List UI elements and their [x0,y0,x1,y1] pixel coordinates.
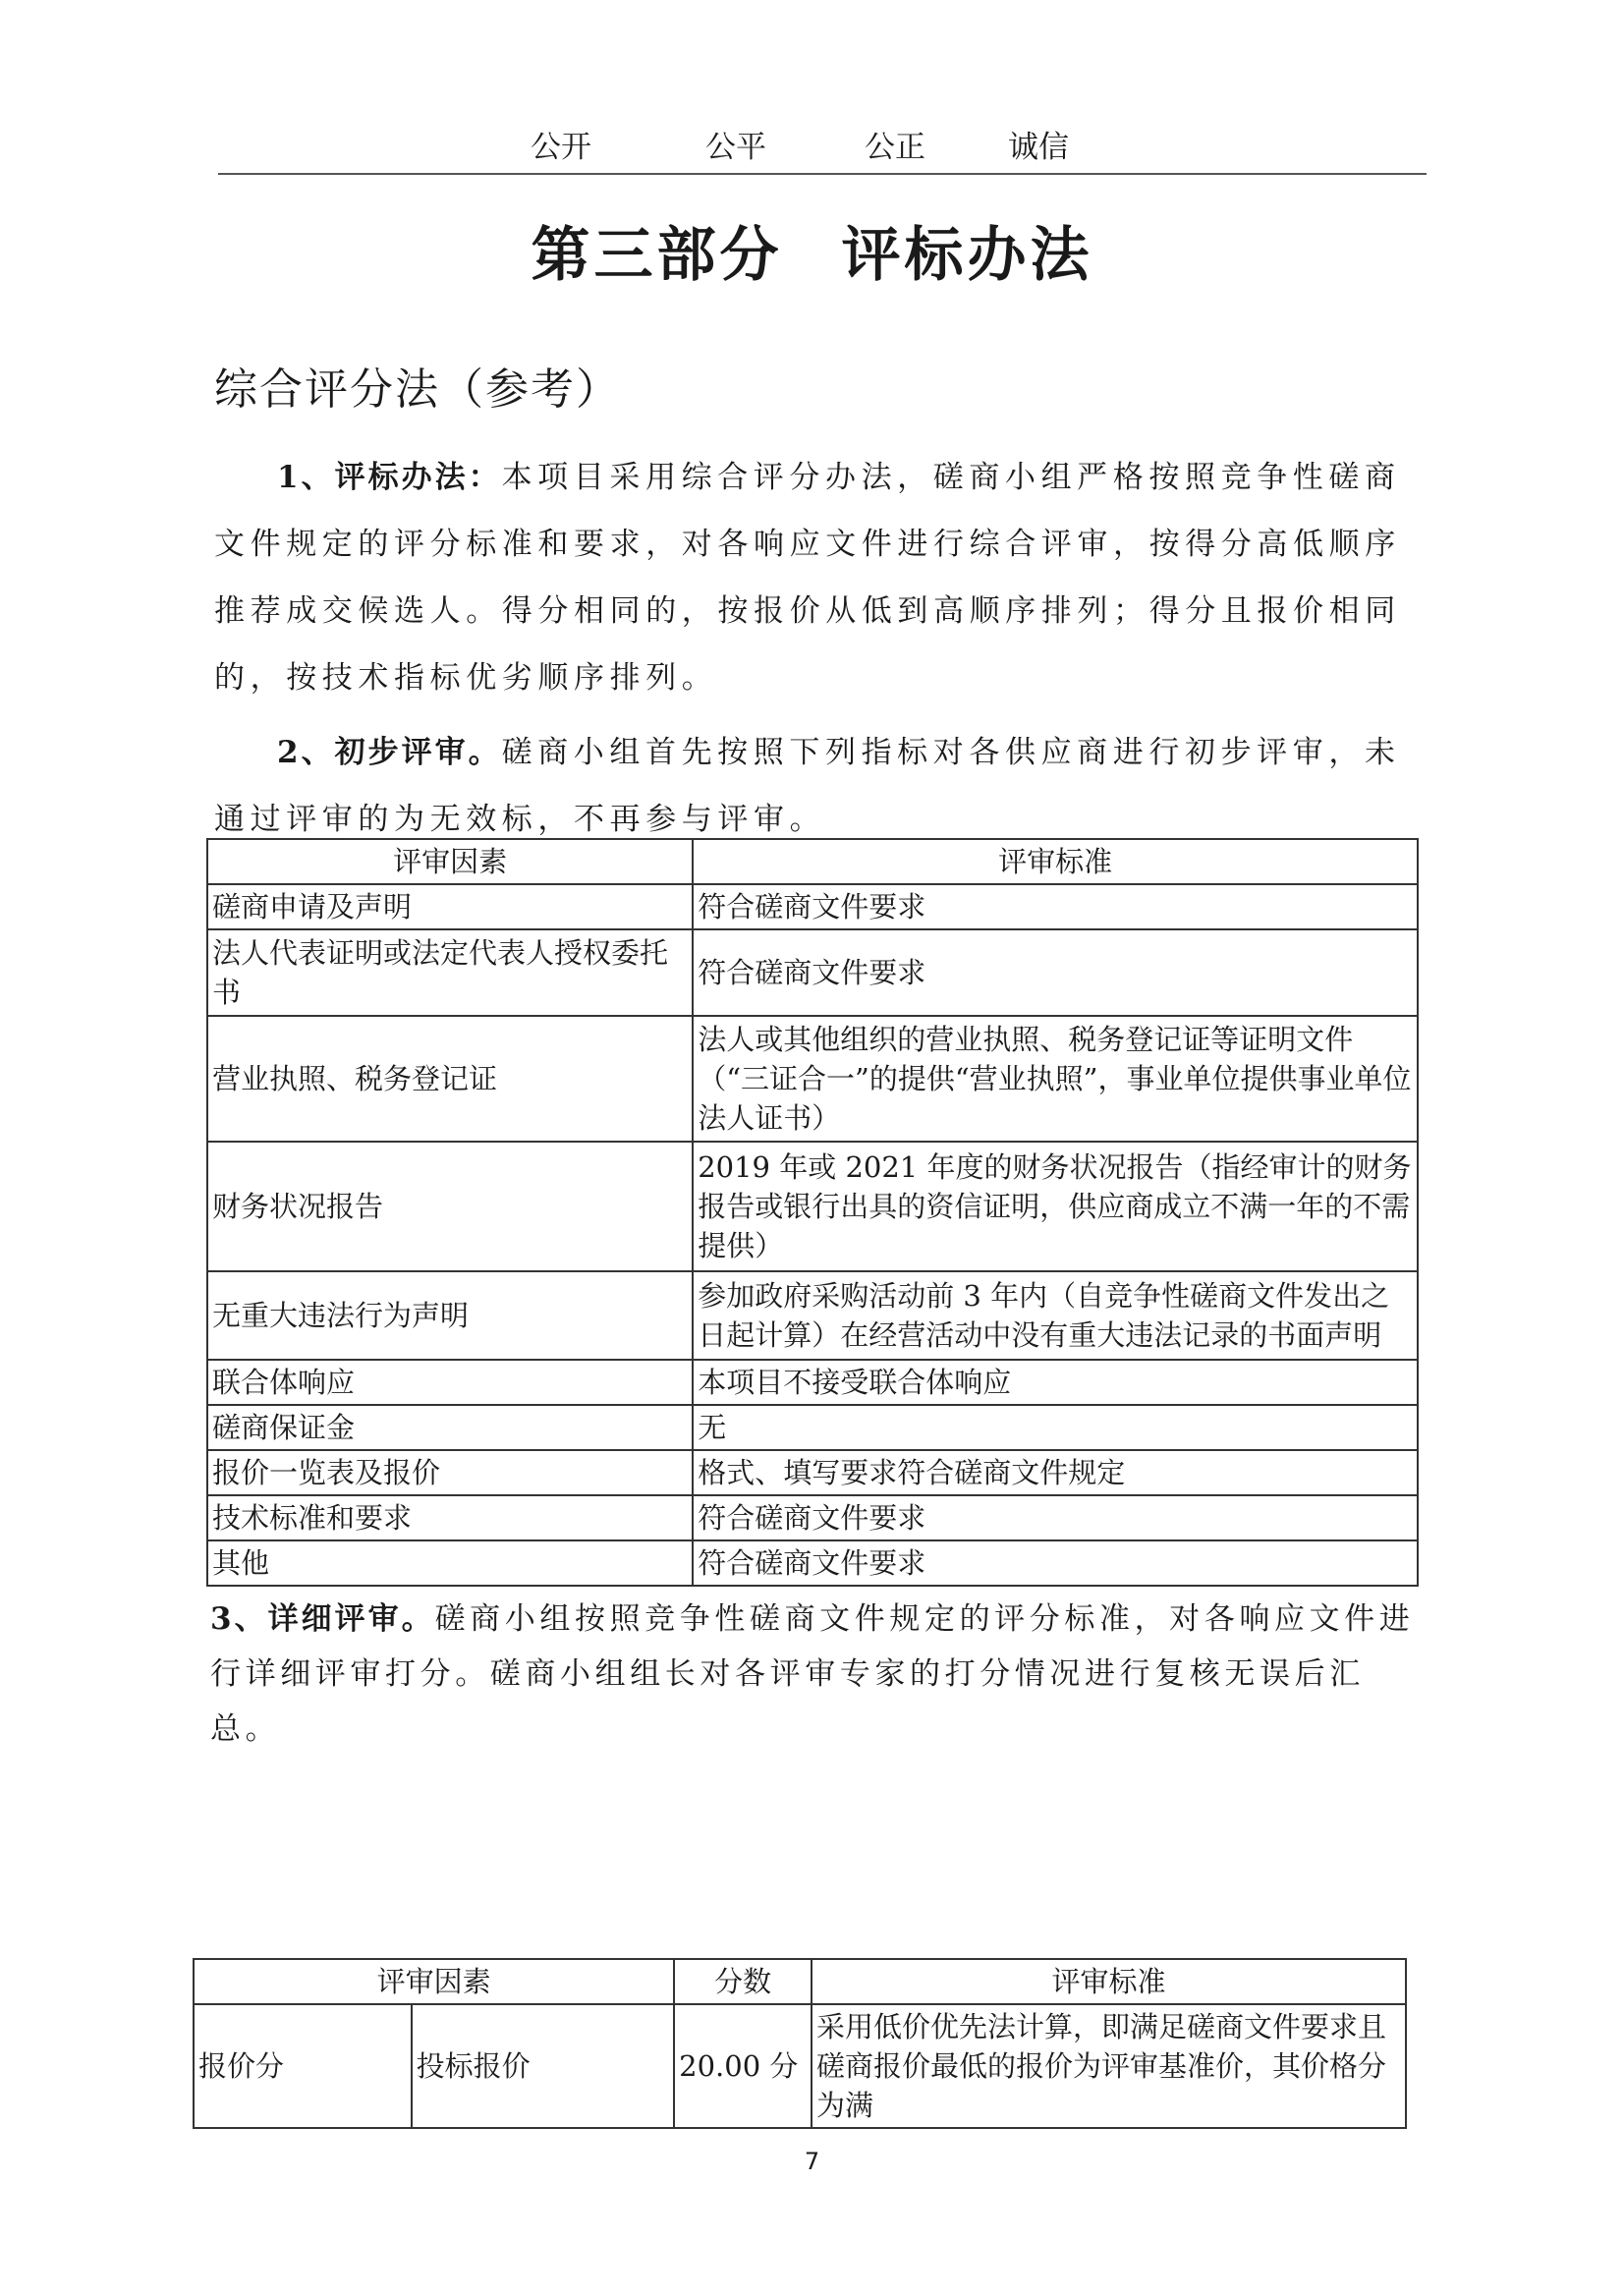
table-row [194,2004,1406,2128]
table-row [207,1360,1418,1405]
part-title [0,208,1624,293]
paragraph-preliminary-review [214,719,1423,853]
header-rule [218,173,1427,175]
table-cell: 磋商申请及声明 [207,884,693,929]
table-cell: 法人代表证明或法定代表人授权委托书 [207,929,693,1016]
paragraph-evaluation-method [214,444,1423,711]
paragraph-text: 磋商小组首先按照下列指标对各供应商进行初步评审，未通过评审的为无效标，不再参与评审。 [214,735,1401,837]
table-row [207,1540,1418,1586]
page-number: 7 [804,2148,820,2175]
table-header: 分数 [674,1959,812,2004]
table-header-row [207,839,1418,884]
header-item-just: 公正 [865,130,925,165]
table-cell: 2019 年或 2021 年度的财务状况报告（指经审计的财务报告或银行出具的资信证明，供应商成立不满一年的不需提供） [693,1142,1418,1271]
table-row [207,1405,1418,1450]
table-row [207,1450,1418,1495]
table-header: 评审因素 [194,1959,674,2004]
table-row [207,1142,1418,1271]
table-header: 评审标准 [812,1959,1406,2004]
table-row [207,1271,1418,1360]
table-cell: 投标报价 [412,2004,675,2128]
table-cell: 法人或其他组织的营业执照、税务登记证等证明文件（“三证合一”的提供“营业执照”，事业单位提供事业单位法人证书） [693,1016,1418,1142]
preliminary-review-table [206,838,1419,1587]
table-cell: 本项目不接受联合体响应 [693,1360,1418,1405]
section-heading: 综合评分法（参考） [214,364,621,415]
scoring-table [193,1958,1407,2129]
part-number: 第三部分 [531,221,783,290]
header-item-fair: 公平 [705,130,766,165]
table-cell: 符合磋商文件要求 [693,884,1418,929]
table-row [207,929,1418,1016]
table-header: 评审因素 [207,839,693,884]
table-cell: 参加政府采购活动前 3 年内（自竞争性磋商文件发出之日起计算）在经营活动中没有重大违法记录的书面声明 [693,1271,1418,1360]
table-cell: 报价一览表及报价 [207,1450,693,1495]
header-item-open: 公开 [531,130,591,165]
header-item-integrity: 诚信 [1008,130,1069,165]
table-cell: 符合磋商文件要求 [693,1540,1418,1586]
table-row [207,1016,1418,1142]
table-cell: 财务状况报告 [207,1142,693,1271]
table-cell: 报价分 [194,2004,412,2128]
table-cell: 采用低价优先法计算，即满足磋商文件要求且磋商报价最低的报价为评审基准价，其价格分为满 [812,2004,1406,2128]
table-row [207,1495,1418,1540]
table-header-row [194,1959,1406,2004]
table-header: 评审标准 [693,839,1418,884]
paragraph-label: 3、详细评审。 [210,1601,435,1637]
paragraph-text: 磋商小组按照竞争性磋商文件规定的评分标准，对各响应文件进行详细评审打分。磋商小组组长对各评审专家的打分情况进行复核无误后汇总。 [210,1601,1415,1747]
paragraph-text: 本项目采用综合评分办法，磋商小组严格按照竞争性磋商文件规定的评分标准和要求，对各响应文件进行综合评审，按得分高低顺序推荐成交候选人。得分相同的，按报价从低到高顺序排列；得分且报价相同的，按技术指标优劣顺序排列。 [214,460,1401,696]
table-cell: 营业执照、税务登记证 [207,1016,693,1142]
paragraph-label: 1、评标办法： [277,460,502,495]
table-cell: 无 [693,1405,1418,1450]
table-cell: 符合磋商文件要求 [693,1495,1418,1540]
table-cell: 其他 [207,1540,693,1586]
table-cell: 符合磋商文件要求 [693,929,1418,1016]
part-name: 评标办法 [841,221,1093,290]
table-cell: 无重大违法行为声明 [207,1271,693,1360]
table-cell: 联合体响应 [207,1360,693,1405]
paragraph-detailed-review [210,1592,1419,1757]
table-cell: 技术标准和要求 [207,1495,693,1540]
table-cell: 20.00 分 [674,2004,812,2128]
table-row [207,884,1418,929]
table-cell: 格式、填写要求符合磋商文件规定 [693,1450,1418,1495]
paragraph-label: 2、初步评审。 [277,735,502,770]
table-cell: 磋商保证金 [207,1405,693,1450]
